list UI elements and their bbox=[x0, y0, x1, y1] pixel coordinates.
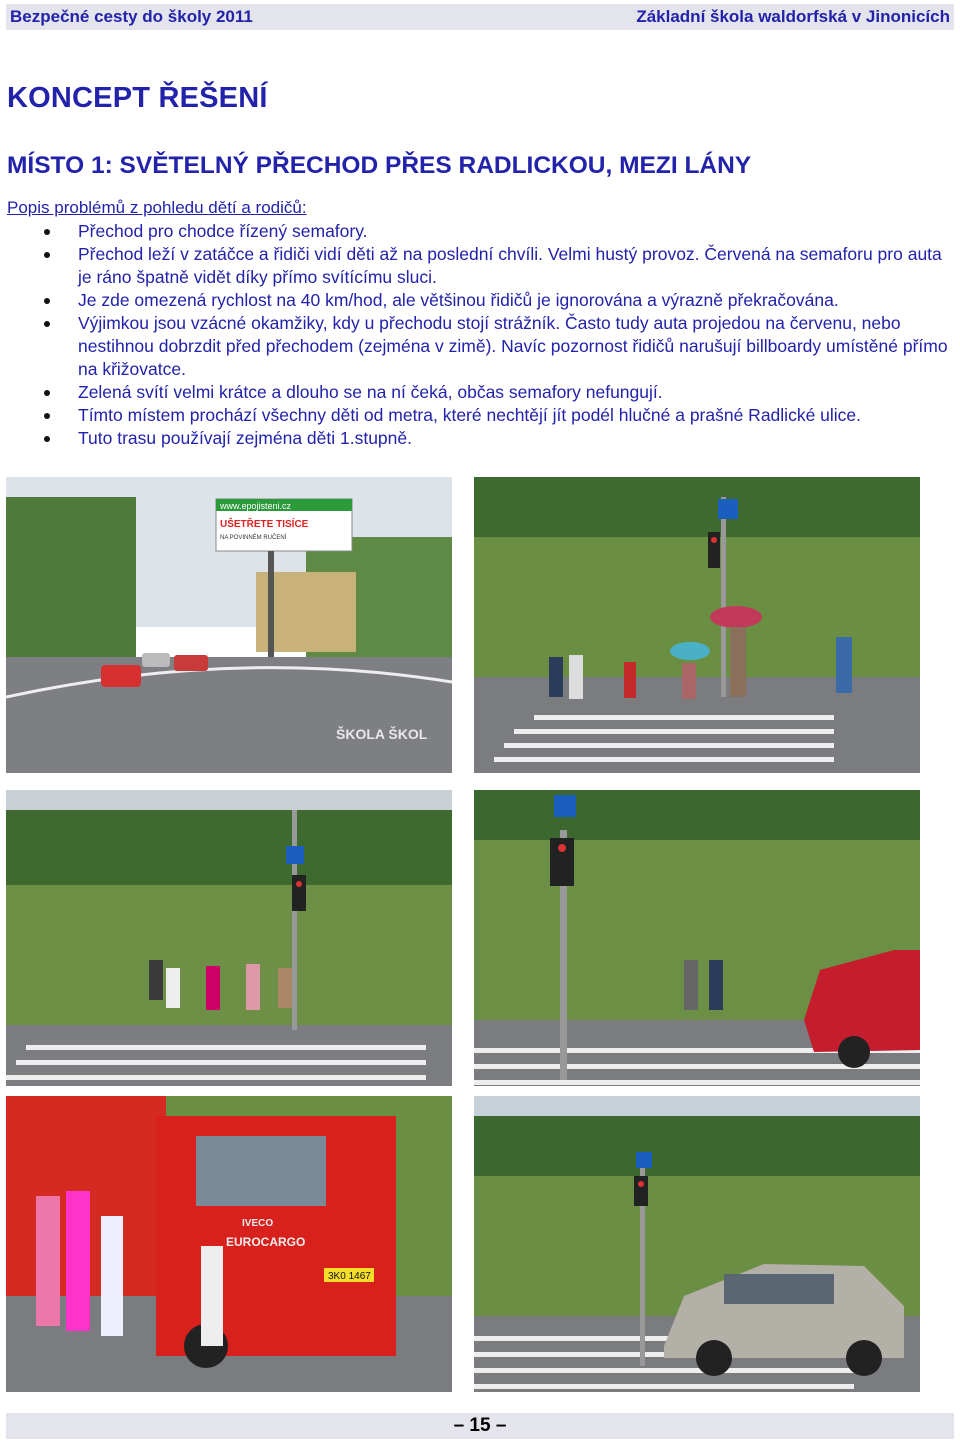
truck-brand-text: IVECO bbox=[242, 1218, 274, 1229]
page-header bbox=[6, 4, 954, 30]
billboard-subline: NA POVINNÉM RUČENÍ bbox=[220, 535, 287, 541]
page-title: KONCEPT ŘEŠENÍ bbox=[7, 82, 268, 114]
photo-children-crossing-rain bbox=[474, 477, 920, 773]
photo-group-children-crossing bbox=[6, 790, 452, 1086]
header-right-text: Základní škola waldorfská v Jinonicích bbox=[636, 7, 950, 26]
section-title: MÍSTO 1: SVĚTELNÝ PŘECHOD PŘES RADLICKOU, MEZI LÁNY bbox=[7, 152, 752, 179]
page-number: – 15 – bbox=[6, 1413, 954, 1439]
bullet-icon bbox=[44, 436, 50, 442]
list-item: Výjimkou jsou vzácné okamžiky, kdy u přechodu stojí strážník. Často tudy auta projedou na červenu, nebo nestihnou dobrzdit před přechodem (zejména v zimě). Navíc pozornost řidičů narušují billboardy umístěné přímo na křižovatce. bbox=[0, 312, 955, 381]
list-item: Zelená svítí velmi krátce a dlouho se na ní čeká, občas semafory nefungují. bbox=[0, 381, 955, 404]
truck-model-text: EUROCARGO bbox=[226, 1235, 306, 1249]
bullet-icon bbox=[44, 298, 50, 304]
truck-license-plate: 3K0 1467 bbox=[328, 1271, 371, 1282]
photo-road-billboard bbox=[6, 477, 452, 773]
road-marking-text: ŠKOLA ŠKOL bbox=[336, 726, 428, 742]
bullet-icon bbox=[44, 229, 50, 235]
list-item: Je zde omezená rychlost na 40 km/hod, ale většinou řidičů je ignorována a výrazně překračována. bbox=[0, 289, 955, 312]
list-item: Přechod leží v zatáčce a řidiči vidí děti až na poslední chvíli. Velmi hustý provoz. Červená na semaforu pro auta je ráno špatně vidět díky přímo svítícímu sluci. bbox=[0, 243, 955, 289]
photo-silver-car-crossing bbox=[474, 1096, 920, 1392]
list-item: Tímto místem prochází všechny děti od metra, které nechtějí jít podél hlučné a prašné Radlické ulice. bbox=[0, 404, 955, 427]
bullet-icon bbox=[44, 321, 50, 327]
billboard-url: www.epojisteni.cz bbox=[220, 501, 292, 511]
list-item: Přechod pro chodce řízený semafory. bbox=[0, 220, 955, 243]
photo-truck-children bbox=[6, 1096, 452, 1392]
problem-list bbox=[0, 220, 955, 450]
bullet-icon bbox=[44, 413, 50, 419]
problem-description-heading: Popis problémů z pohledu dětí a rodičů: bbox=[7, 198, 307, 217]
bullet-icon bbox=[44, 252, 50, 258]
bullet-icon bbox=[44, 390, 50, 396]
list-item: Tuto trasu používají zejména děti 1.stupně. bbox=[0, 427, 955, 450]
header-left-text: Bezpečné cesty do školy 2011 bbox=[10, 7, 253, 26]
photo-children-scooter-red-car bbox=[474, 790, 920, 1086]
billboard-headline: UŠETŘETE TISÍCE bbox=[220, 519, 309, 530]
